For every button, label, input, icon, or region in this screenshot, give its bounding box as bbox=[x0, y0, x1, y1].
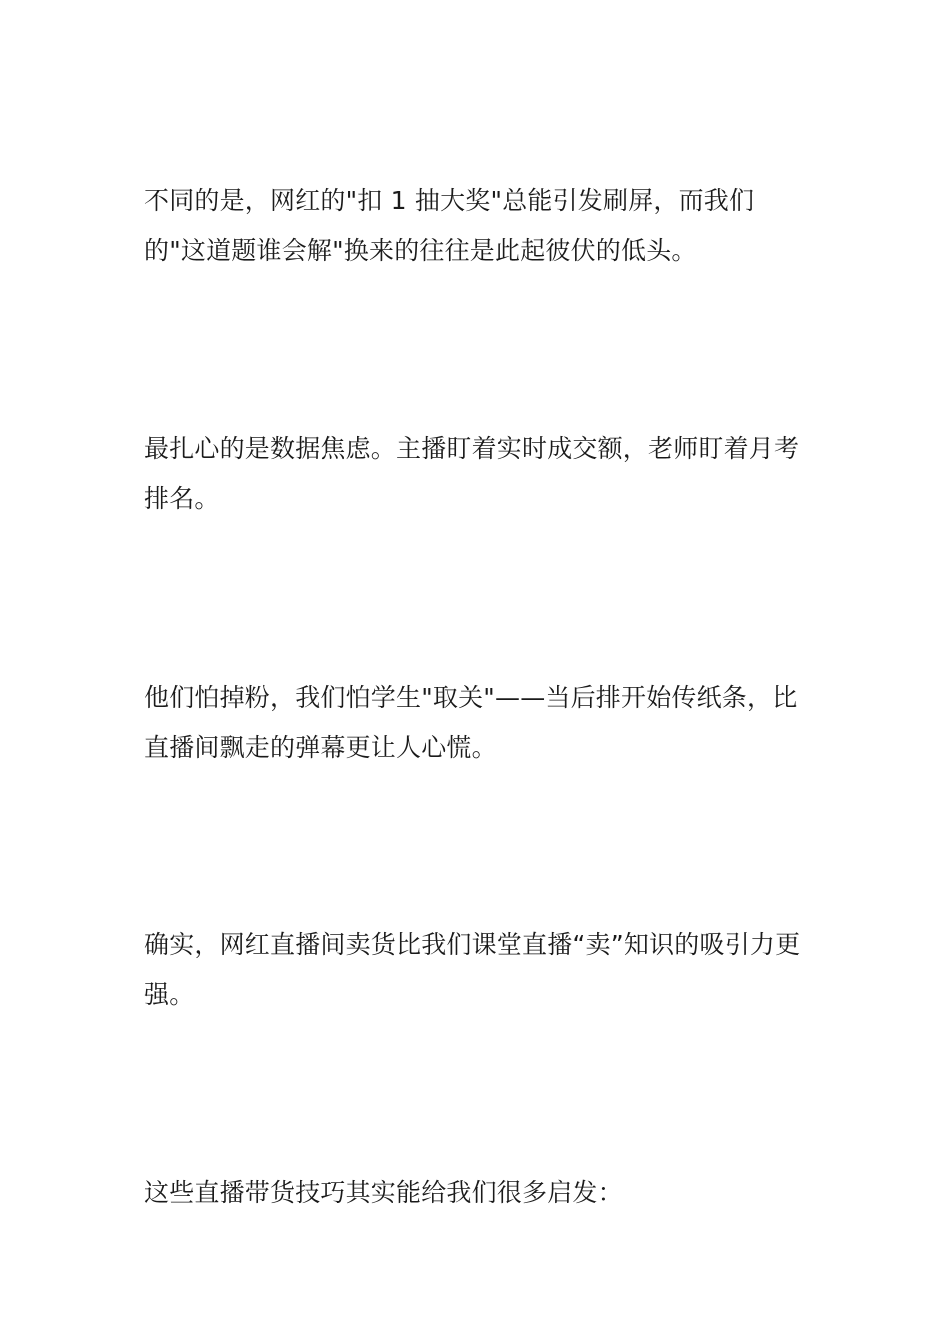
paragraph-2: 最扎心的是数据焦虑。主播盯着实时成交额，老师盯着月考排名。 bbox=[144, 434, 800, 513]
paragraph-4: 确实，网红直播间卖货比我们课堂直播“卖”知识的吸引力更强。 bbox=[144, 930, 801, 1009]
paragraph-5: 这些直播带货技巧其实能给我们很多启发： bbox=[144, 1178, 623, 1207]
paragraph-1: 不同的是，网红的"扣 1 抽大奖"总能引发刷屏，而我们的"这道题谁会解"换来的往往是此起彼伏的低头。 bbox=[144, 186, 755, 265]
paragraph-3: 他们怕掉粉，我们怕学生"取关"——当后排开始传纸条，比直播间飘走的弹幕更让人心慌。 bbox=[144, 683, 798, 762]
